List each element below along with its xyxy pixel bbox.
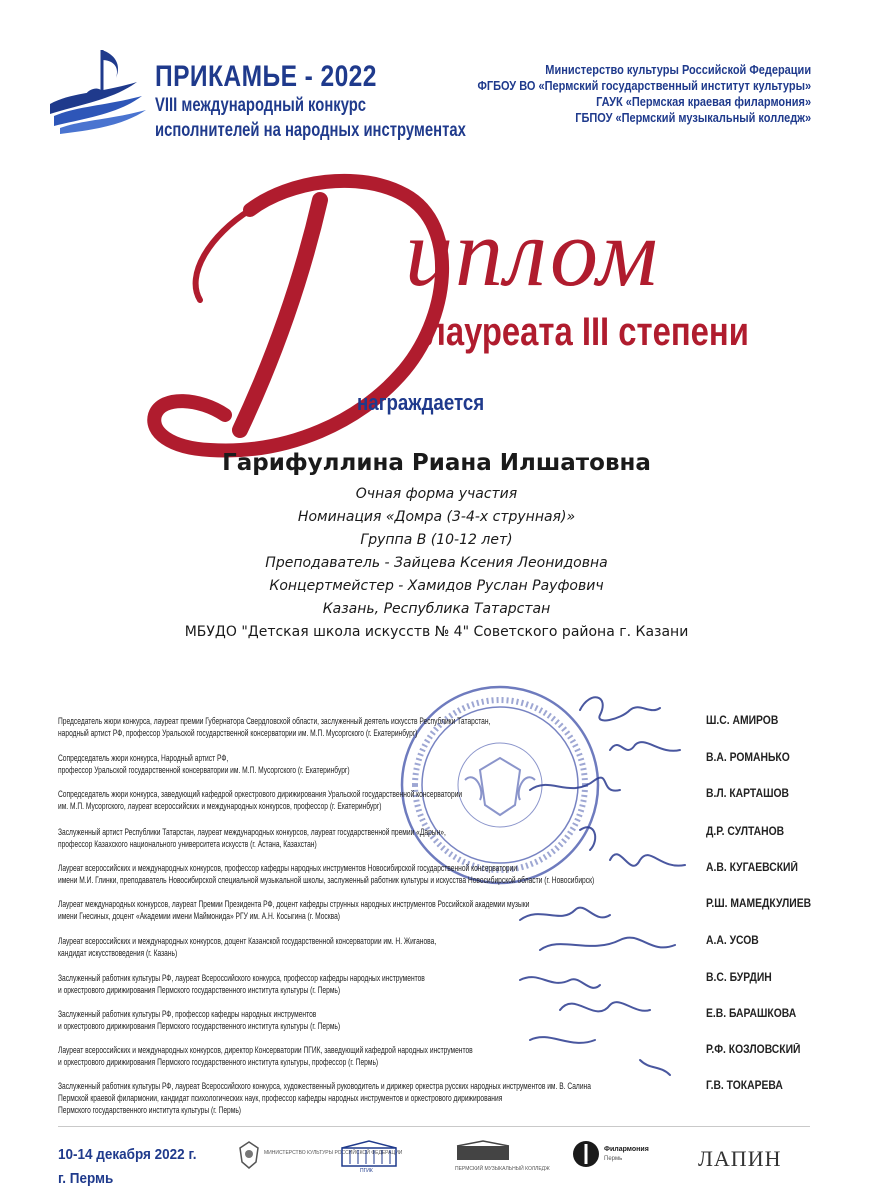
accompanist: Концертмейстер - Хамидов Руслан Рауфович	[269, 578, 604, 594]
event-dates	[58, 1143, 196, 1191]
jury-member-description	[58, 788, 635, 812]
jury-description-line: им. М.П. Мусоргского, лауреат всероссийских и международных конкурсов, профессор (г. Екатеринбург)	[58, 801, 382, 811]
jury-description-line: Сопредседатель жюри конкурса, Народный артист РФ,	[58, 753, 229, 763]
jury-description-line: Председатель жюри конкурса, лауреат премии Губернатора Свердловской области, заслуженный деятель искусств Республики Татарстан,	[58, 716, 491, 726]
diploma-title: иплом	[405, 199, 660, 306]
participation-form: Очная форма участия	[355, 486, 518, 502]
organizer-line: ФГБОУ ВО «Пермский государственный институт культуры»	[477, 79, 811, 93]
jury-description-line: Заслуженный работник культуры РФ, лауреат Всероссийского конкурса, профессор кафедры народных инструментов	[58, 973, 425, 983]
college-logo	[455, 1140, 550, 1180]
organizers-list	[432, 62, 811, 126]
jury-description-line: Лауреат международных конкурсов, лауреат Премии Президента РФ, доцент кафедры струнных народных инструментов Российской академии музыки	[58, 899, 530, 909]
jury-member-name: А.А. УСОВ	[706, 935, 759, 947]
jury-member-description	[58, 1080, 635, 1116]
jury-signatures-icon	[500, 680, 710, 1100]
jury-member-name: В.Л. КАРТАШОВ	[706, 788, 789, 800]
title-initial-text: Д	[130, 170, 131, 171]
jury-description-line: и оркестрового дирижирования Пермского государственного института культуры, профессор (г. Пермь)	[58, 1057, 379, 1067]
jury-member-description	[58, 862, 635, 886]
jury-member-description	[58, 752, 635, 776]
ministry-emblem-icon	[236, 1140, 262, 1170]
jury-member-description	[58, 935, 635, 959]
jury-member-name: Ш.С. АМИРОВ	[706, 715, 779, 727]
jury-description-line: и оркестрового дирижирования Пермского государственного института культуры (г. Пермь)	[58, 985, 341, 995]
location: Казань, Республика Татарстан	[322, 601, 551, 617]
jury-description-line: кандидат искусствоведения (г. Казань)	[58, 948, 178, 958]
jury-member-description	[58, 1044, 635, 1068]
jury-member-name: Р.Ф. КОЗЛОВСКИЙ	[706, 1044, 801, 1056]
school: МБУДО "Детская школа искусств № 4" Советского района г. Казани	[184, 624, 689, 640]
philharmonic-icon	[572, 1140, 600, 1168]
pgik-building-icon	[340, 1140, 398, 1168]
organizer-line: ГБПОУ «Пермский музыкальный колледж»	[575, 111, 811, 125]
jury-member-description	[58, 715, 635, 739]
jury-member-name: В.А. РОМАНЬКО	[706, 752, 790, 764]
jury-description-line: профессор Казахского национального университета искусств (г. Астана, Казахстан)	[58, 839, 317, 849]
nomination: Номинация «Домра (3-4-х струнная)»	[297, 509, 576, 525]
jury-member-description	[58, 1008, 635, 1032]
jury-member-name: Г.В. ТОКАРЕВА	[706, 1080, 783, 1092]
teacher: Преподаватель - Зайцева Ксения Леонидовна	[265, 555, 608, 571]
event-city: г. Пермь	[58, 1170, 114, 1187]
jury-member-name: А.В. КУГАЕВСКИЙ	[706, 862, 798, 874]
jury-member-name: В.С. БУРДИН	[706, 972, 772, 984]
organizer-line: ГАУК «Пермская краевая филармония»	[596, 95, 811, 109]
jury-member-name: Р.Ш. МАМЕДКУЛИЕВ	[706, 898, 812, 910]
jury-description-line: и оркестрового дирижирования Пермского государственного института культуры (г. Пермь)	[58, 1021, 341, 1031]
jury-description-line: Лауреат всероссийских и международных конкурсов, профессор кафедры народных инструментов Новосибирской государственной консерватории	[58, 863, 518, 873]
jury-member-name: Д.Р. СУЛТАНОВ	[706, 826, 785, 838]
jury-description-line: имени М.И. Глинки, преподаватель Новосибирской специальной музыкальной школы, заслуженный работник культуры и искусства Новосибирской области (г. Новосибирск)	[58, 875, 595, 885]
jury-description-line: Лауреат всероссийских и международных конкурсов, доцент Казанской государственной консерватории им. Н. Жиганова,	[58, 936, 437, 946]
organizer-line: Министерство культуры Российской Федерации	[545, 63, 811, 77]
contest-logo-icon	[42, 42, 152, 134]
diploma-degree: лауреата III степени	[425, 310, 749, 354]
footer-divider	[58, 1126, 810, 1127]
jury-description-line: Пермского государственного института культуры (г. Пермь)	[58, 1105, 242, 1115]
contest-subtitle-2: исполнителей на народных инструментах	[155, 120, 466, 141]
philharmonic-caption: Филармония	[604, 1146, 649, 1153]
philharmonic-city-caption: Пермь	[604, 1156, 623, 1162]
age-group: Группа В (10-12 лет)	[360, 532, 513, 548]
lapin-caption: ЛАПИН	[698, 1146, 782, 1171]
jury-description-line: Заслуженный работник культуры РФ, профессор кафедры народных инструментов	[58, 1009, 317, 1019]
event-date-range: 10-14 декабря 2022 г.	[58, 1146, 197, 1163]
jury-member-description	[58, 826, 635, 850]
jury-description-line: Сопредседатель жюри конкурса, заведующий кафедрой оркестрового дирижирования Уральской государственной консерватории	[58, 789, 463, 799]
jury-description-line: народный артист РФ, профессор Уральской государственной консерватории им. М.П. Мусоргского (г. Екатеринбург)	[58, 728, 418, 738]
jury-description-line: имени Гнесиных, доцент «Академии имени Маймонида» РГУ им. А.Н. Косыгина (г. Москва)	[58, 911, 341, 921]
jury-member-description	[58, 972, 635, 996]
philharmonic-logo	[572, 1140, 652, 1180]
recipient-name: Гарифуллина Риана Илшатовна	[222, 450, 651, 476]
lapin-logo	[698, 1146, 782, 1176]
jury-description-line: Заслуженный работник культуры РФ, лауреат Всероссийского конкурса, художественный руководитель и дирижер оркестра русских народных инструментов им. В. Салина	[58, 1081, 591, 1091]
pgik-caption: ПГИК	[360, 1168, 373, 1174]
jury-description-line: Заслуженный артист Республики Татарстан, лауреат международных конкурсов, лауреат государственной премии «Дарын»,	[58, 827, 446, 837]
jury-description-line: Лауреат всероссийских и международных конкурсов, директор Консерватории ПГИК, заведующий кафедрой народных инструментов	[58, 1045, 473, 1055]
jury-description-line: профессор Уральской государственной консерватории им. М.П. Мусоргского (г. Екатеринбург)	[58, 765, 350, 775]
contest-title: ПРИКАМЬЕ - 2022	[155, 60, 377, 93]
ministry-caption: МИНИСТЕРСТВО КУЛЬТУРЫ РОССИЙСКОЙ ФЕДЕРАЦИИ	[264, 1150, 403, 1156]
college-building-icon	[455, 1140, 511, 1162]
jury-description-line: Пермской краевой филармонии, кандидат психологических наук, профессор кафедры народных инструментов и оркестрового дирижирования	[58, 1093, 503, 1103]
pgik-logo	[340, 1140, 400, 1180]
jury-member-name: Е.В. БАРАШКОВА	[706, 1008, 797, 1020]
contest-subtitle-1: VIII международный конкурс	[155, 95, 367, 116]
college-caption: ПЕРМСКИЙ МУЗЫКАЛЬНЫЙ КОЛЛЕДЖ	[455, 1166, 550, 1172]
jury-member-description	[58, 898, 635, 922]
awarded-label: награждается	[357, 390, 485, 415]
